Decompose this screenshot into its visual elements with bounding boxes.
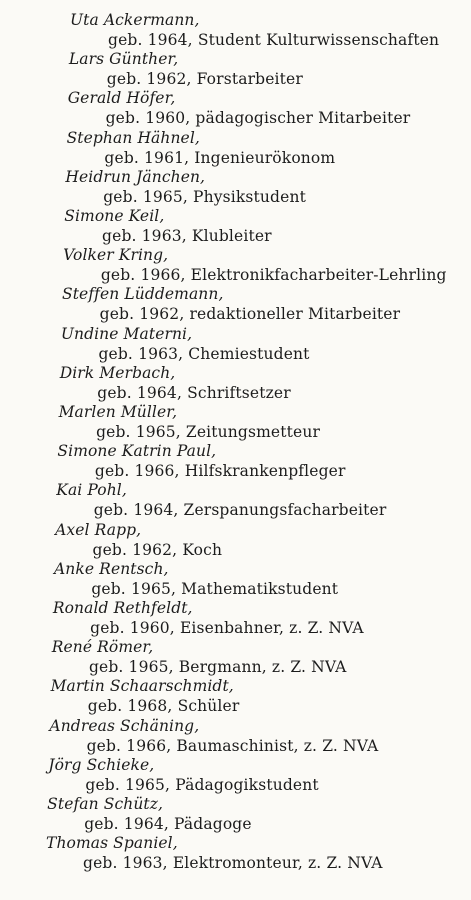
person-name: Marlen Müller, bbox=[58, 403, 178, 421]
person-detail: geb. 1962, Koch bbox=[92, 540, 223, 559]
person-name: Volker Kring, bbox=[63, 246, 169, 265]
person-name: Gerald Höfer, bbox=[67, 89, 176, 108]
person-detail: geb. 1965, Mathematikstudent bbox=[91, 579, 339, 598]
person-name: Kai Pohl, bbox=[56, 481, 127, 500]
person-name: Undine Materni, bbox=[60, 324, 193, 343]
person-detail: geb. 1966, Hilfskrankenpfleger bbox=[94, 462, 346, 481]
person-name: Steffen Lüddemann, bbox=[62, 285, 224, 304]
person-name: Thomas Spaniel, bbox=[46, 834, 178, 853]
person-detail: geb. 1963, Chemiestudent bbox=[98, 344, 310, 363]
person-name: René Römer, bbox=[51, 638, 154, 657]
person-detail: geb. 1965, Zeitungsmetteur bbox=[96, 423, 321, 441]
person-name: Jörg Schieke, bbox=[48, 755, 155, 774]
person-detail: geb. 1961, Ingenieurökonom bbox=[104, 148, 336, 167]
person-detail: geb. 1965, Physikstudent bbox=[103, 187, 306, 206]
person-name: Simone Katrin Paul, bbox=[57, 442, 217, 461]
person-detail: geb. 1962, redaktioneller Mitarbeiter bbox=[99, 305, 401, 324]
person-name: Andreas Schäning, bbox=[49, 716, 200, 735]
person-name: Stefan Schütz, bbox=[47, 795, 164, 813]
person-detail: geb. 1963, Klubleiter bbox=[102, 227, 272, 245]
person-detail: geb. 1964, Schriftsetzer bbox=[97, 383, 291, 402]
person-name: Ronald Rethfeldt, bbox=[52, 599, 193, 617]
person-name: Lars Günther, bbox=[68, 50, 179, 69]
person-detail: geb. 1964, Pädagoge bbox=[84, 815, 252, 833]
person-name: Uta Ackermann, bbox=[70, 11, 200, 29]
person-detail: geb. 1966, Baumaschinist, z. Z. NVA bbox=[86, 736, 379, 755]
person-detail: geb. 1965, Pädagogikstudent bbox=[85, 775, 319, 794]
person-name: Martin Schaarschmidt, bbox=[50, 677, 234, 696]
person-detail: geb. 1966, Elektronikfacharbeiter-Lehrling bbox=[100, 266, 447, 285]
person-name: Simone Keil, bbox=[64, 207, 165, 225]
person-detail: geb. 1965, Bergmann, z. Z. NVA bbox=[88, 658, 347, 677]
person-detail: geb. 1960, pädagogischer Mitarbeiter bbox=[105, 109, 411, 128]
person-detail: geb. 1964, Student Kulturwissenschaften bbox=[108, 31, 440, 49]
person-name: Axel Rapp, bbox=[55, 520, 142, 539]
person-detail: geb. 1962, Forstarbeiter bbox=[106, 70, 303, 89]
person-detail: geb. 1968, Schüler bbox=[87, 697, 240, 716]
person-name: Heidrun Jänchen, bbox=[65, 167, 206, 186]
person-detail: geb. 1963, Elektromonteur, z. Z. NVA bbox=[83, 854, 383, 873]
person-detail: geb. 1960, Eisenbahner, z. Z. NVA bbox=[90, 619, 364, 637]
person-detail: geb. 1964, Zerspanungsfacharbeiter bbox=[93, 501, 387, 520]
person-name: Anke Rentsch, bbox=[54, 559, 169, 578]
person-name: Stephan Hähnel, bbox=[66, 128, 200, 147]
person-name: Dirk Merbach, bbox=[59, 363, 176, 382]
